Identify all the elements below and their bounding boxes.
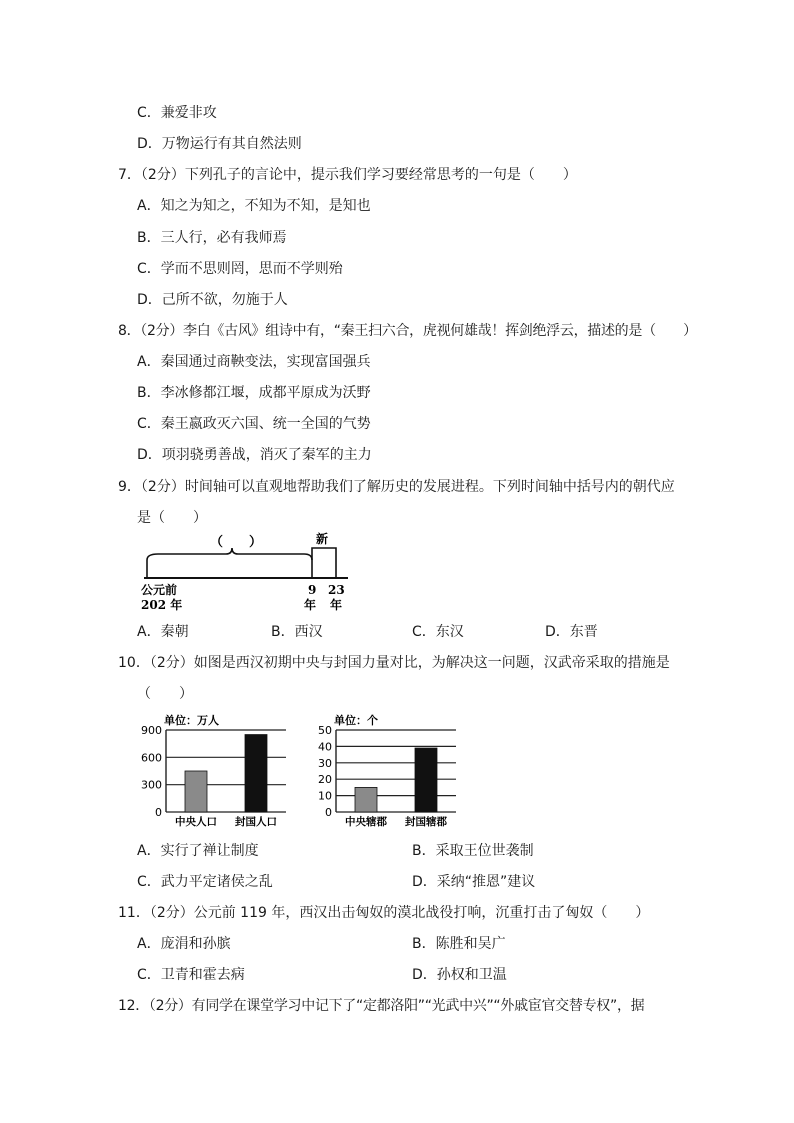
q9-option-b: B．西汉	[271, 624, 323, 640]
q7-stem: 7．（2分）下列孔子的言论中，提示我们学习要经常思考的一句是（ ）	[118, 167, 577, 183]
bar	[245, 735, 267, 812]
chart-title: 单位：个	[334, 714, 378, 727]
y-tick-label: 30	[318, 756, 332, 770]
q11-stem: 11．（2分）公元前 119 年，西汉出击匈奴的漠北战役打响，沉重打击了匈奴（ ）	[118, 905, 650, 921]
category-label: 中央辖郡	[345, 816, 387, 828]
prev-option-c: C．兼爱非攻	[137, 105, 217, 121]
q11-option-b: B．陈胜和吴广	[412, 936, 506, 952]
q8-option-a: A．秦国通过商鞅变法，实现富国强兵	[137, 354, 371, 370]
y-tick-label: 50	[318, 724, 332, 737]
population-bar-chart	[136, 712, 296, 830]
commandery-bar-chart	[306, 712, 466, 830]
q7-option-a: A．知之为知之，不知为不知，是知也	[137, 198, 371, 214]
q7-option-d: D．己所不欲，勿施于人	[137, 292, 288, 308]
timeline-xin-label: 新	[316, 532, 329, 546]
bar	[185, 771, 207, 812]
q10-option-b: B．采取王位世袭制	[412, 843, 534, 859]
q9-option-c: C．东汉	[412, 624, 464, 640]
q9-timeline	[138, 530, 358, 614]
q8-option-d: D．项羽骁勇善战，消灭了秦军的主力	[137, 447, 372, 463]
category-label: 封国辖郡	[405, 816, 447, 828]
bar	[415, 748, 437, 812]
y-tick-label: 900	[141, 724, 162, 737]
q12-stem: 12．（2分）有同学在课堂学习中记下了“定都洛阳”“光武中兴”“外戚宦官交替专权”，据	[118, 998, 645, 1014]
q11-option-c: C．卫青和霍去病	[137, 967, 245, 983]
q10-option-c: C．武力平定诸侯之乱	[137, 874, 273, 890]
y-tick-label: 20	[318, 773, 332, 787]
y-tick-label: 0	[325, 806, 332, 819]
chart-title: 单位：万人	[164, 714, 219, 727]
timeline-end-line2: 年	[330, 598, 343, 612]
q7-option-c: C．学而不思则罔，思而不学则殆	[137, 261, 343, 277]
timeline-bracket-label: （ ）	[210, 535, 263, 550]
q9-stem-line2: 是（ ）	[137, 510, 207, 526]
timeline-start-line2: 202 年	[141, 598, 183, 612]
timeline-start-line1: 公元前	[141, 583, 178, 597]
y-tick-label: 10	[318, 789, 332, 803]
bar	[355, 787, 377, 812]
q9-stem-line1: 9．（2分）时间轴可以直观地帮助我们了解历史的发展进程。下列时间轴中括号内的朝代应	[118, 479, 675, 495]
y-tick-label: 40	[318, 740, 332, 754]
y-tick-label: 600	[141, 751, 162, 765]
q9-option-d: D．东晋	[545, 624, 598, 640]
q10-option-a: A．实行了禅让制度	[137, 843, 259, 859]
timeline-end-line1: 23	[328, 583, 345, 597]
prev-option-d: D．万物运行有其自然法则	[137, 136, 302, 152]
y-tick-label: 300	[141, 778, 162, 792]
q8-stem: 8．（2分）李白《古风》组诗中有，“秦王扫六合，虎视何雄哉！挥剑绝浮云，描述的是（ ）	[118, 323, 697, 339]
q10-option-d: D．采纳“推恩”建议	[412, 874, 536, 890]
q11-option-a: A．庞涓和孙膑	[137, 936, 231, 952]
category-label: 封国人口	[235, 816, 277, 828]
category-label: 中央人口	[175, 816, 217, 828]
q11-option-d: D．孙权和卫温	[412, 967, 507, 983]
q8-option-b: B．李冰修都江堰，成都平原成为沃野	[137, 385, 371, 401]
q7-option-b: B．三人行，必有我师焉	[137, 230, 287, 246]
q10-stem-line2: （ ）	[137, 686, 193, 702]
q9-option-a: A．秦朝	[137, 624, 189, 640]
y-tick-label: 0	[155, 806, 162, 819]
timeline-mid-line2: 年	[304, 598, 317, 612]
timeline-mid-line1: 9	[308, 583, 317, 597]
q10-stem-line1: 10．（2分）如图是西汉初期中央与封国力量对比，为解决这一问题，汉武帝采取的措施是	[118, 655, 670, 671]
q8-option-c: C．秦王嬴政灭六国、统一全国的气势	[137, 416, 371, 432]
